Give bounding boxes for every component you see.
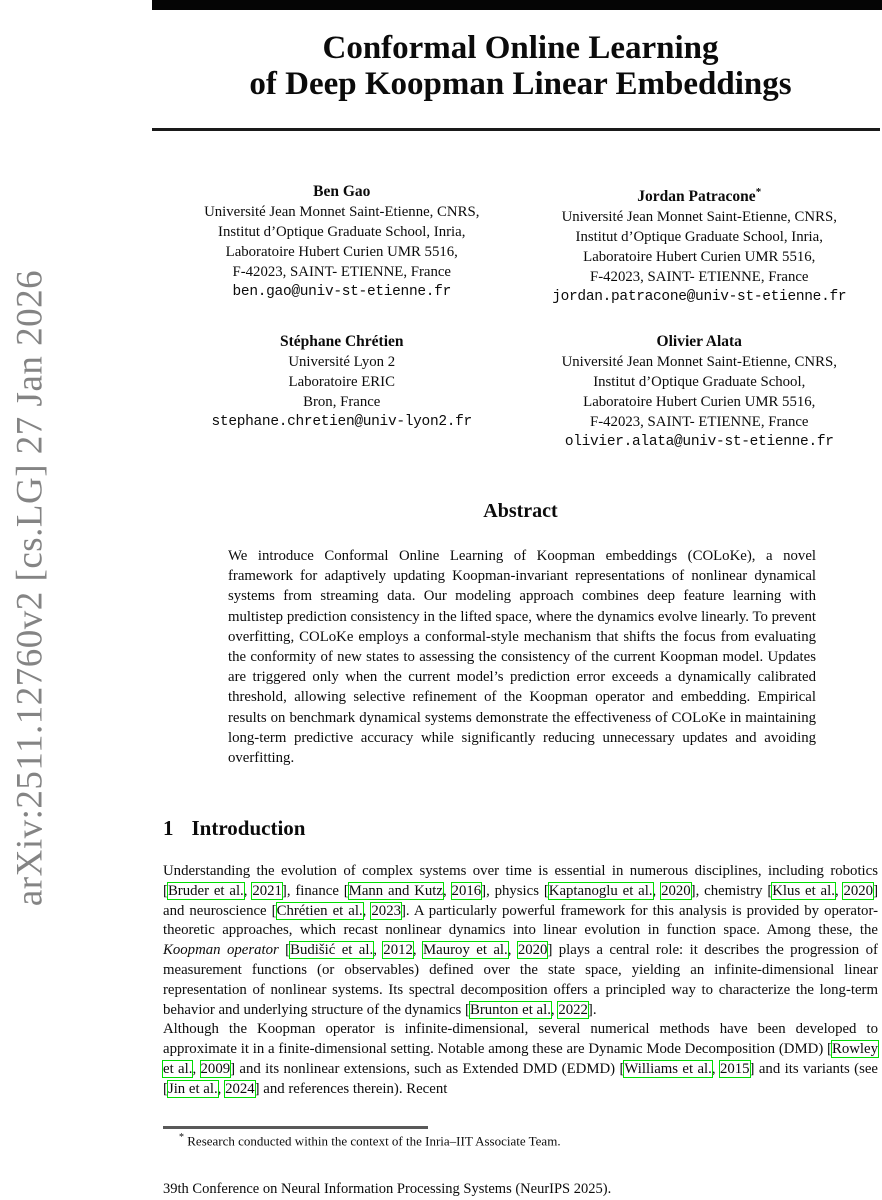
conference-footer: 39th Conference on Neural Information Processing Systems (NeurIPS 2025). bbox=[163, 1181, 612, 1197]
citation-link[interactable]: Bruder et al. bbox=[167, 882, 244, 899]
citation-link[interactable]: Kaptanoglu et al. bbox=[548, 882, 653, 899]
title-rule bbox=[152, 128, 880, 131]
citation-link[interactable]: 2020 bbox=[661, 882, 691, 899]
footnote-rule bbox=[163, 1126, 428, 1129]
section-heading-introduction bbox=[163, 816, 878, 841]
citation-link[interactable]: Brunton et al. bbox=[469, 1001, 551, 1018]
citation-link[interactable]: 2009 bbox=[200, 1060, 231, 1077]
citation-link[interactable]: Mauroy et al. bbox=[423, 942, 508, 959]
text-segment: , bbox=[192, 1060, 201, 1077]
text-segment: , bbox=[373, 942, 384, 959]
arxiv-watermark: arXiv:2511.12760v2 [cs.LG] 27 Jan 2026 bbox=[9, 269, 51, 907]
section-number: 1 bbox=[163, 816, 174, 840]
text-segment: ] and its nonlinear extensions, such as Extended DMD (EDMD) [ bbox=[230, 1060, 625, 1077]
author-affiliation-line: Laboratoire Hubert Curien UMR 5516, bbox=[583, 249, 816, 266]
author-email: ben.gao@univ-st-etienne.fr bbox=[232, 284, 451, 300]
paper-title bbox=[163, 30, 878, 102]
text-segment: , bbox=[711, 1060, 720, 1077]
author-block-olivier-alata bbox=[521, 332, 879, 452]
text-segment: , bbox=[443, 882, 452, 899]
citation-link[interactable]: Mann and Kutz bbox=[348, 882, 443, 899]
author-email: stephane.chretien@univ-lyon2.fr bbox=[211, 414, 472, 430]
author-email: jordan.patracone@univ-st-etienne.fr bbox=[552, 289, 847, 306]
author-block-ben-gao bbox=[163, 182, 521, 307]
text-segment: ], physics [ bbox=[481, 882, 549, 899]
top-black-bar bbox=[152, 0, 882, 10]
paper-title-line1: Conformal Online Learning bbox=[322, 30, 719, 66]
citation-link[interactable]: 2022 bbox=[558, 1001, 588, 1018]
text-segment: ]. bbox=[587, 1001, 597, 1018]
author-affiliation-line: Institut d’Optique Graduate School, Inria, bbox=[575, 229, 823, 246]
author-affiliation-line: Université Jean Monnet Saint-Etienne, CNRS, bbox=[561, 354, 837, 370]
author-affiliation-line: Université Lyon 2 bbox=[288, 354, 396, 370]
text-segment: [ bbox=[278, 942, 291, 959]
citation-link[interactable]: Budišić et al. bbox=[290, 942, 374, 959]
authors-row-2 bbox=[163, 332, 878, 452]
author-affiliation-line: Université Jean Monnet Saint-Etienne, CNRS, bbox=[561, 209, 837, 226]
citation-link[interactable]: 2012 bbox=[383, 942, 413, 959]
paper-title-line2: of Deep Koopman Linear Embeddings bbox=[249, 66, 792, 102]
author-email: olivier.alata@univ-st-etienne.fr bbox=[564, 434, 834, 450]
text-segment: ], finance [ bbox=[281, 882, 349, 899]
text-segment: ]. A particularly powerful framework for this analysis is provided by operator-theoretic approaches, which recast nonlinear dynamics into linear evolution in function space. Among these, the bbox=[163, 902, 879, 939]
citation-link[interactable]: 2015 bbox=[719, 1060, 750, 1077]
author-name: Ben Gao bbox=[313, 183, 371, 200]
footnote-text: Research conducted within the context of the Inria–IIT Associate Team. bbox=[187, 1133, 561, 1149]
citation-link[interactable]: Chrétien et al. bbox=[276, 902, 363, 919]
author-affiliation-line: Institut d’Optique Graduate School, bbox=[593, 374, 806, 390]
citation-link[interactable]: 2020 bbox=[517, 942, 548, 959]
section-title: Introduction bbox=[191, 816, 306, 840]
author-name: Stéphane Chrétien bbox=[279, 333, 404, 350]
citation-link[interactable]: Williams et al. bbox=[624, 1060, 712, 1077]
text-segment: Understanding the evolution of complex systems over time is essential in numerous disciplines, including robotics [ bbox=[163, 863, 878, 899]
text-segment: Although the Koopman operator is infinite-dimensional, several numerical methods have been developed to approximate it in a finite-dimensional setting. Notable among these are Dynamic Mode Decomposition (DMD) [ bbox=[163, 1021, 878, 1058]
author-block-jordan-patracone bbox=[521, 182, 879, 307]
text-segment: , bbox=[412, 942, 423, 959]
author-affiliation-line: Université Jean Monnet Saint-Etienne, CNRS, bbox=[204, 204, 480, 220]
text-segment: ] and its variants (see [ bbox=[163, 1060, 878, 1097]
citation-link[interactable]: Jin et al. bbox=[167, 1080, 218, 1097]
authors-row-1 bbox=[163, 182, 878, 307]
citation-link[interactable]: Klus et al. bbox=[772, 882, 835, 899]
author-name bbox=[521, 182, 879, 207]
author-affiliation-line: F-42023, SAINT- ETIENNE, France bbox=[590, 269, 809, 286]
text-segment: ] plays a central role: it describes the progression of measurement functions (or observables) defined over the state space, yielding an infinite-dimensional linear representation of nonlinear systems. Its spectral decomposition offers a principled way to characterize the long-term behavior and underlying structure of the dynamics [ bbox=[163, 942, 878, 1018]
footnote bbox=[163, 1132, 878, 1149]
abstract-text: We introduce Conformal Online Learning of Koopman embeddings (COLoKe), a novel framework for adaptively updating Koopman-invariant representations of nonlinear dynamical systems from streaming data. Our modeling approach combines deep feature learning with multistep prediction consistency in the lifted space, where the dynamics evolve linearly. To prevent overfitting, COLoKe employs a conformal-style mechanism that shifts the focus from evaluating the conformity of new states to assessing the consistency of the current Koopman model. Updates are triggered only when the current model’s prediction error exceeds a dynamically calibrated threshold, allowing selective refinement of the Koopman operator and embedding. Empirical results on benchmark dynamical systems demonstrate the effectiveness of COLoKe in maintaining long-term predictive accuracy while significantly reducing unnecessary updates and avoiding overfitting. bbox=[228, 548, 816, 767]
emphasized-text: Koopman operator bbox=[163, 942, 279, 959]
citation-link[interactable]: 2023 bbox=[371, 902, 401, 919]
abstract-heading: Abstract bbox=[483, 500, 558, 522]
author-affiliation-line: F-42023, SAINT- ETIENNE, France bbox=[590, 414, 809, 430]
body-paragraph-2 bbox=[163, 1020, 878, 1099]
citation-link[interactable]: 2024 bbox=[225, 1080, 255, 1097]
body-paragraph-1 bbox=[163, 862, 878, 1020]
text-segment: , bbox=[834, 882, 844, 899]
text-segment: ] and references therein). Recent bbox=[254, 1080, 448, 1097]
text-segment: , bbox=[550, 1001, 559, 1018]
text-segment: ] and neuroscience [ bbox=[163, 882, 879, 919]
text-segment: , bbox=[362, 902, 372, 919]
text-segment: , bbox=[652, 882, 662, 899]
author-affiliation-line: Laboratoire Hubert Curien UMR 5516, bbox=[225, 244, 458, 260]
footnote-marker: * bbox=[179, 1132, 184, 1143]
text-segment: ], chemistry [ bbox=[690, 882, 773, 899]
text-segment: , bbox=[507, 942, 518, 959]
author-affiliation-line: Laboratoire ERIC bbox=[288, 374, 395, 390]
author-affiliation-line: F-42023, SAINT- ETIENNE, France bbox=[232, 264, 451, 280]
text-segment: , bbox=[217, 1080, 226, 1097]
citation-link[interactable]: 2016 bbox=[451, 882, 482, 899]
citation-link[interactable]: 2021 bbox=[252, 882, 282, 899]
author-name-text: Jordan Patracone bbox=[637, 188, 756, 206]
author-affiliation-line: Laboratoire Hubert Curien UMR 5516, bbox=[583, 394, 816, 410]
author-affiliation-line: Bron, France bbox=[303, 394, 381, 410]
footnote-marker-superscript: * bbox=[755, 186, 762, 198]
body-text bbox=[163, 862, 878, 1100]
author-affiliation-line: Institut d’Optique Graduate School, Inria, bbox=[218, 224, 466, 240]
citation-link[interactable]: 2020 bbox=[843, 882, 874, 899]
citation-link[interactable]: Rowley et al. bbox=[163, 1041, 878, 1077]
author-block-stephane-chretien bbox=[163, 332, 521, 452]
author-name: Olivier Alata bbox=[656, 333, 742, 350]
text-segment: , bbox=[243, 882, 253, 899]
